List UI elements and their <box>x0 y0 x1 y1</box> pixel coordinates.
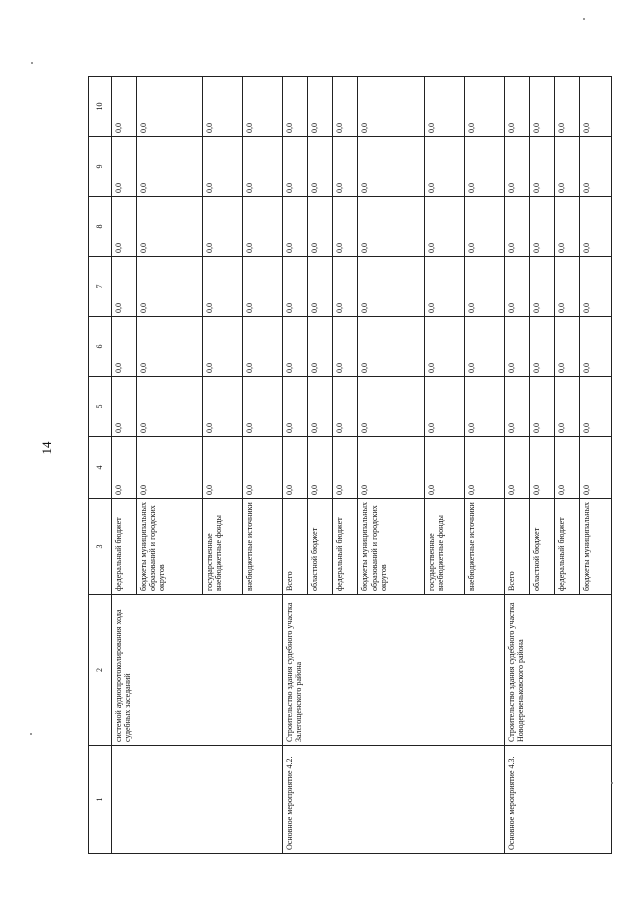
measure-name-cell: системой аудиопротоколирования хода судебных заседаний <box>111 595 282 746</box>
value-cell: 0,0 <box>203 137 243 197</box>
value-cell: 0,0 <box>111 437 136 499</box>
value-cell: 0,0 <box>333 77 358 137</box>
funding-source-cell: Всего <box>283 499 308 595</box>
funding-table <box>88 76 612 854</box>
value-cell: 0,0 <box>333 257 358 317</box>
value-cell: 0,0 <box>136 317 202 377</box>
value-cell: 0,0 <box>529 437 554 499</box>
column-header-6: 6 <box>89 317 112 377</box>
value-cell: 0,0 <box>358 77 424 137</box>
value-cell: 0,0 <box>243 257 283 317</box>
value-cell: 0,0 <box>283 77 308 137</box>
value-cell: 0,0 <box>424 437 464 499</box>
value-cell: 0,0 <box>504 377 529 437</box>
scan-speck <box>31 62 33 64</box>
value-cell: 0,0 <box>464 197 504 257</box>
value-cell: 0,0 <box>243 377 283 437</box>
value-cell: 0,0 <box>203 257 243 317</box>
value-cell: 0,0 <box>464 77 504 137</box>
value-cell: 0,0 <box>243 137 283 197</box>
value-cell: 0,0 <box>424 317 464 377</box>
value-cell: 0,0 <box>203 437 243 499</box>
value-cell: 0,0 <box>424 137 464 197</box>
rotated-table-container <box>88 77 612 854</box>
value-cell: 0,0 <box>203 77 243 137</box>
value-cell: 0,0 <box>554 437 579 499</box>
value-cell: 0,0 <box>111 197 136 257</box>
value-cell: 0,0 <box>579 257 611 317</box>
value-cell: 0,0 <box>554 137 579 197</box>
funding-source-cell: внебюджетные источники <box>243 499 283 595</box>
value-cell: 0,0 <box>464 437 504 499</box>
value-cell: 0,0 <box>554 197 579 257</box>
funding-source-cell: областной бюджет <box>308 499 333 595</box>
value-cell: 0,0 <box>136 197 202 257</box>
measure-cell <box>111 746 282 854</box>
value-cell: 0,0 <box>424 197 464 257</box>
value-cell: 0,0 <box>579 317 611 377</box>
value-cell: 0,0 <box>308 257 333 317</box>
measure-name-cell: Строительство здания судебного участка Новодеревеньковского района <box>504 595 611 746</box>
value-cell: 0,0 <box>283 377 308 437</box>
funding-source-cell: внебюджетные источники <box>464 499 504 595</box>
page-number: 14 <box>39 441 54 455</box>
column-header-1: 1 <box>89 746 112 854</box>
value-cell: 0,0 <box>504 437 529 499</box>
table-body <box>89 77 612 854</box>
value-cell: 0,0 <box>554 317 579 377</box>
value-cell: 0,0 <box>579 137 611 197</box>
column-header-8: 8 <box>89 197 112 257</box>
value-cell: 0,0 <box>243 197 283 257</box>
value-cell: 0,0 <box>579 197 611 257</box>
value-cell: 0,0 <box>243 437 283 499</box>
table-row <box>111 77 136 854</box>
value-cell: 0,0 <box>111 77 136 137</box>
value-cell: 0,0 <box>308 77 333 137</box>
value-cell: 0,0 <box>358 317 424 377</box>
funding-source-cell: федеральный бюджет <box>554 499 579 595</box>
value-cell: 0,0 <box>333 137 358 197</box>
value-cell: 0,0 <box>136 377 202 437</box>
value-cell: 0,0 <box>333 377 358 437</box>
value-cell: 0,0 <box>333 197 358 257</box>
value-cell: 0,0 <box>554 377 579 437</box>
column-header-3: 3 <box>89 499 112 595</box>
value-cell: 0,0 <box>358 437 424 499</box>
value-cell: 0,0 <box>358 137 424 197</box>
value-cell: 0,0 <box>283 137 308 197</box>
header-row <box>89 77 112 854</box>
measure-cell: Основное мероприятие 4.3. <box>504 746 611 854</box>
value-cell: 0,0 <box>529 317 554 377</box>
value-cell: 0,0 <box>358 197 424 257</box>
scan-speck <box>611 782 613 784</box>
value-cell: 0,0 <box>464 257 504 317</box>
value-cell: 0,0 <box>111 137 136 197</box>
value-cell: 0,0 <box>136 137 202 197</box>
funding-source-cell: областной бюджет <box>529 499 554 595</box>
value-cell: 0,0 <box>243 77 283 137</box>
value-cell: 0,0 <box>554 257 579 317</box>
column-header-4: 4 <box>89 437 112 499</box>
value-cell: 0,0 <box>333 317 358 377</box>
value-cell: 0,0 <box>308 317 333 377</box>
value-cell: 0,0 <box>464 317 504 377</box>
value-cell: 0,0 <box>424 77 464 137</box>
value-cell: 0,0 <box>529 257 554 317</box>
value-cell: 0,0 <box>203 197 243 257</box>
value-cell: 0,0 <box>529 77 554 137</box>
value-cell: 0,0 <box>504 317 529 377</box>
value-cell: 0,0 <box>308 137 333 197</box>
value-cell: 0,0 <box>529 377 554 437</box>
value-cell: 0,0 <box>554 77 579 137</box>
value-cell: 0,0 <box>333 437 358 499</box>
value-cell: 0,0 <box>283 197 308 257</box>
column-header-7: 7 <box>89 257 112 317</box>
value-cell: 0,0 <box>111 257 136 317</box>
value-cell: 0,0 <box>464 137 504 197</box>
value-cell: 0,0 <box>308 377 333 437</box>
value-cell: 0,0 <box>283 437 308 499</box>
value-cell: 0,0 <box>529 197 554 257</box>
value-cell: 0,0 <box>203 377 243 437</box>
value-cell: 0,0 <box>424 377 464 437</box>
value-cell: 0,0 <box>136 437 202 499</box>
column-header-2: 2 <box>89 595 112 746</box>
value-cell: 0,0 <box>203 317 243 377</box>
value-cell: 0,0 <box>308 437 333 499</box>
funding-source-cell: государственные внебюджетные фонды <box>203 499 243 595</box>
value-cell: 0,0 <box>111 317 136 377</box>
value-cell: 0,0 <box>504 137 529 197</box>
scan-speck <box>583 18 585 20</box>
funding-source-cell: федеральный бюджет <box>333 499 358 595</box>
value-cell: 0,0 <box>529 137 554 197</box>
scan-speck <box>30 733 32 735</box>
measure-name-cell: Строительство здания судебного участка Залегощенского района <box>283 595 504 746</box>
value-cell: 0,0 <box>504 197 529 257</box>
funding-source-cell: федеральный бюджет <box>111 499 136 595</box>
measure-cell: Основное мероприятие 4.2. <box>283 746 504 854</box>
funding-source-cell: государственные внебюджетные фонды <box>424 499 464 595</box>
value-cell: 0,0 <box>243 317 283 377</box>
value-cell: 0,0 <box>111 377 136 437</box>
column-header-10: 10 <box>89 77 112 137</box>
value-cell: 0,0 <box>579 437 611 499</box>
value-cell: 0,0 <box>358 377 424 437</box>
funding-source-cell: бюджеты муниципальных образований и городских округов <box>136 499 202 595</box>
value-cell: 0,0 <box>504 257 529 317</box>
value-cell: 0,0 <box>358 257 424 317</box>
table-row <box>283 77 308 854</box>
value-cell: 0,0 <box>283 317 308 377</box>
funding-source-cell: бюджеты муниципальных <box>579 499 611 595</box>
value-cell: 0,0 <box>579 377 611 437</box>
value-cell: 0,0 <box>579 77 611 137</box>
value-cell: 0,0 <box>136 77 202 137</box>
value-cell: 0,0 <box>424 257 464 317</box>
column-header-9: 9 <box>89 137 112 197</box>
value-cell: 0,0 <box>136 257 202 317</box>
value-cell: 0,0 <box>464 377 504 437</box>
value-cell: 0,0 <box>504 77 529 137</box>
table-row <box>504 77 529 854</box>
column-header-5: 5 <box>89 377 112 437</box>
value-cell: 0,0 <box>308 197 333 257</box>
funding-source-cell: бюджеты муниципальных образований и городских округов <box>358 499 424 595</box>
funding-source-cell: Всего <box>504 499 529 595</box>
value-cell: 0,0 <box>283 257 308 317</box>
